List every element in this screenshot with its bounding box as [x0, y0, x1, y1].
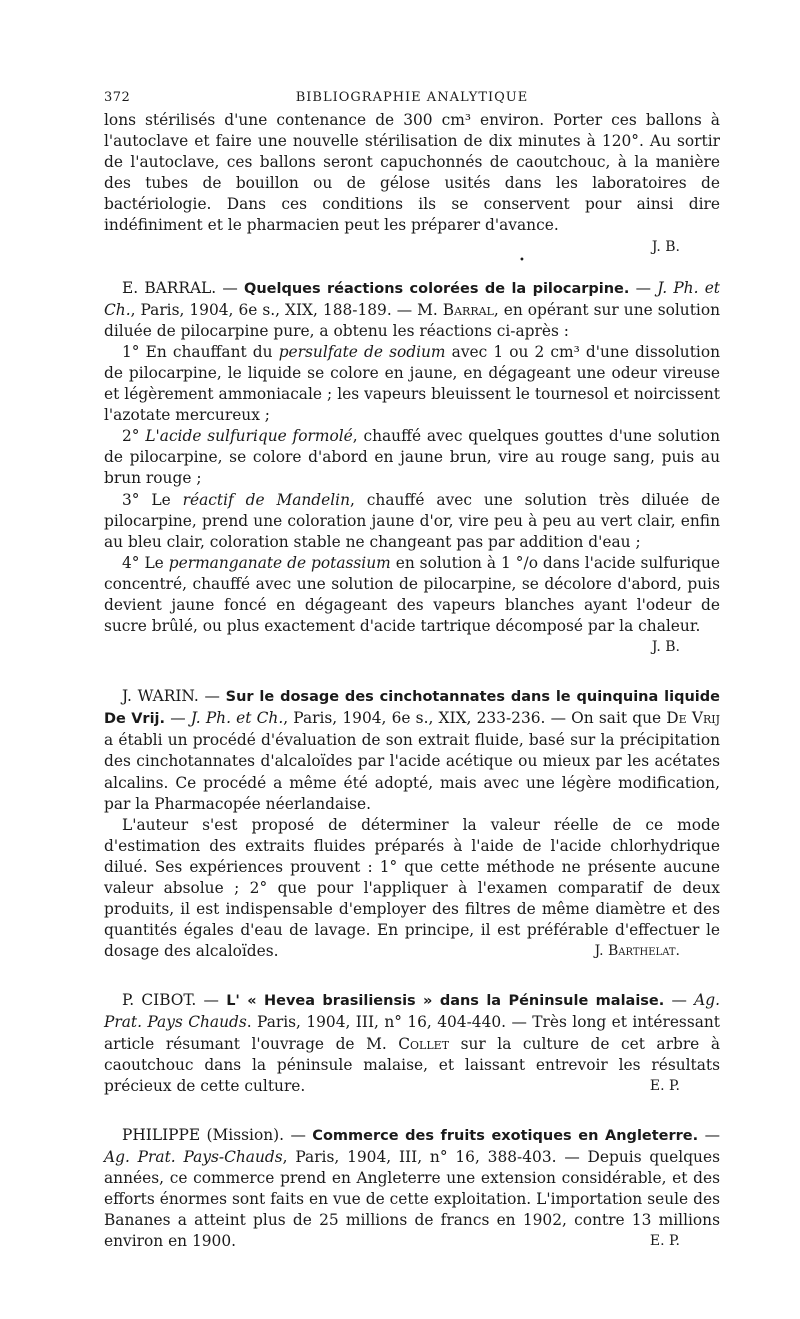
separator-dot: •	[519, 254, 525, 266]
journal-name: Ag. Prat. Pays Chauds	[104, 991, 720, 1032]
item-text: Le	[139, 490, 183, 509]
citation: , Paris, 1904, 6e s., XIX, 233-236. — On sait que	[283, 709, 667, 728]
item-text: avec 1 ou 2 cm³ d'une dissolution de pilocarpine, le liquide se colore en jaune, en dégageant une odeur vireuse et légèrement ammoniacale ; les vapeurs bleuissent le tournesol et noircissent l'azotate mercureux ;	[104, 342, 721, 425]
author-reference: Barral	[442, 300, 494, 319]
running-header	[104, 86, 720, 110]
journal-name: Ag. Prat. Pays-Chauds	[104, 1147, 283, 1166]
entry-intro: a établi un procédé d'évaluation de son extrait fluide, basé sur la précipitation des cinchotannates d'alcaloïdes par l'acide acétique ou mieux par les acétates alcalins. Ce procédé a même été adopté, mais avec une légère modification, par la Pharmacopée néerlandaise.	[104, 731, 720, 813]
citation: , Paris, 1904, III, n° 16, 388-403. — Depuis quelques années, ce commerce prend en Angleterre une extension considérable, et des efforts énormes sont faits en vue de cette exploitation. L'importation seule des Bananes a atteint plus de 25 millions de francs en 1902, contre 13 millions environ en 1900.	[104, 1147, 720, 1251]
citation: , Paris, 1904, 6e s., XIX, 188-189. — M.	[130, 300, 443, 319]
entry-intro: sur la culture de cet arbre à caoutchouc dans la péninsule malaise, et laissant entrevoir les résultats précieux de cette culture.	[104, 1034, 720, 1095]
reaction-item	[104, 342, 720, 426]
entry-author: J. WARIN.	[122, 687, 199, 706]
signature: J. B.	[651, 238, 680, 255]
reaction-item	[104, 426, 720, 489]
entry-philippe	[104, 1125, 720, 1253]
dash: —	[165, 709, 191, 728]
entry-title: Sur le dosage des cinchotannates dans le quinquina liquide De Vrij.	[104, 689, 720, 728]
item-number: 3°	[122, 490, 140, 509]
continuation-entry	[104, 110, 720, 264]
reagent-name: persulfate de sodium	[278, 342, 446, 361]
author-reference: Collet	[398, 1034, 450, 1053]
entry-warin	[104, 686, 720, 962]
item-number: 2°	[122, 427, 140, 446]
entry-author: P. CIBOT.	[122, 991, 197, 1010]
signature: E. P.	[649, 1233, 680, 1250]
item-text: , chauffé avec une solution très diluée de pilocarpine, prend une coloration jaune d'or, vire peu à peu au vert clair, enfin au bleu clair, coloration stable ne changeant pas par addition d'eau ;	[104, 490, 720, 551]
document-page	[104, 86, 720, 1252]
item-number: 4°	[122, 553, 140, 572]
entry-heading-paragraph	[104, 278, 720, 342]
entry-title: L' « Hevea brasiliensis » dans la Péninsule malaise.	[226, 993, 665, 1010]
entry-heading-paragraph	[104, 990, 720, 1096]
dash: —	[664, 991, 695, 1010]
item-text: , chauffé avec quelques gouttes d'une solution de pilocarpine, se colore d'abord en jaune brun, vire au rouge sang, puis au brun rouge ;	[104, 427, 720, 488]
signature: J. Barthelat.	[594, 943, 680, 960]
reagent-name: réactif de Mandelin	[182, 490, 351, 509]
citation: . Paris, 1904, III, n° 16, 404-440. — Très long et intéressant article résumant l'ouvrage de M.	[104, 1013, 720, 1053]
reaction-item	[104, 490, 720, 553]
journal-name: J. Ph. et Ch.	[190, 709, 284, 728]
entry-cibot	[104, 990, 720, 1096]
dash: —	[196, 991, 227, 1010]
item-number: 1°	[122, 342, 140, 361]
running-title: BIBLIOGRAPHIE ANALYTIQUE	[295, 90, 529, 105]
signature: J. B.	[651, 639, 680, 656]
entry-heading-paragraph	[104, 1125, 720, 1253]
author-reference: De Vrij	[666, 709, 720, 728]
item-text: Le	[139, 553, 169, 572]
entry-body-paragraph	[104, 815, 720, 963]
dash: —	[698, 1125, 720, 1144]
entry-title: Commerce des fruits exotiques en Angleterre.	[312, 1127, 699, 1144]
entry-intro: , en opérant sur une solution diluée de pilocarpine pure, a obtenu les réactions ci-après :	[104, 300, 720, 340]
entry-author: E. BARRAL.	[122, 278, 217, 297]
entry-title: Quelques réactions colorées de la pilocarpine.	[244, 280, 630, 297]
entry-author: PHILIPPE (Mission).	[122, 1125, 285, 1144]
item-text: en solution à 1 °/o dans l'acide sulfurique concentré, chauffé avec une solution de pilocarpine, se décolore d'abord, puis devient jaune foncé en dégageant des vapeurs blanches ayant l'odeur de sucre brûlé, ou plus exactement d'acide tartrique décomposé par la chaleur.	[104, 553, 720, 636]
dash: —	[629, 278, 658, 297]
reaction-item	[104, 553, 720, 637]
item-text: En chauffant du	[139, 342, 279, 361]
reagent-name: L'acide sulfurique formolé	[145, 427, 353, 446]
page-number: 372	[104, 90, 131, 105]
reagent-name: permanganate de potassium	[168, 553, 391, 572]
signature: E. P.	[649, 1077, 680, 1094]
journal-name: J. Ph. et Ch.	[104, 278, 720, 319]
dash: —	[216, 278, 244, 297]
body-text: L'auteur s'est proposé de déterminer la valeur réelle de ce mode d'estimation des extraits fluides préparés à l'aide de l'acide chlorhydrique dilué. Ses expériences prouvent : 1° que cette méthode ne présente aucune valeur absolue ; 2° que pour l'appliquer à l'examen comparatif de deux produits, il est indispensable d'employer des filtres de même diamètre et des quantités égales d'eau de lavage. En principe, il est préférable d'effectuer le dosage des alcaloïdes.	[104, 815, 720, 961]
dash: —	[284, 1125, 313, 1144]
dash: —	[198, 687, 226, 706]
entry-heading-paragraph	[104, 686, 720, 815]
entry-barral	[104, 278, 720, 659]
continuation-paragraph: lons stérilisés d'une contenance de 300 cm³ environ. Porter ces ballons à l'autoclave et faire une nouvelle stérilisation de dix minutes à 120°. Au sortir de l'autoclave, ces ballons seront capuchonnés de caoutchouc, à la manière des tubes de bouillon ou de gélose usités dans les laboratoires de bactériologie. Dans ces conditions ils se conservent pour ainsi dire indéfiniment et le pharmacien peut les préparer d'avance.	[104, 111, 720, 235]
